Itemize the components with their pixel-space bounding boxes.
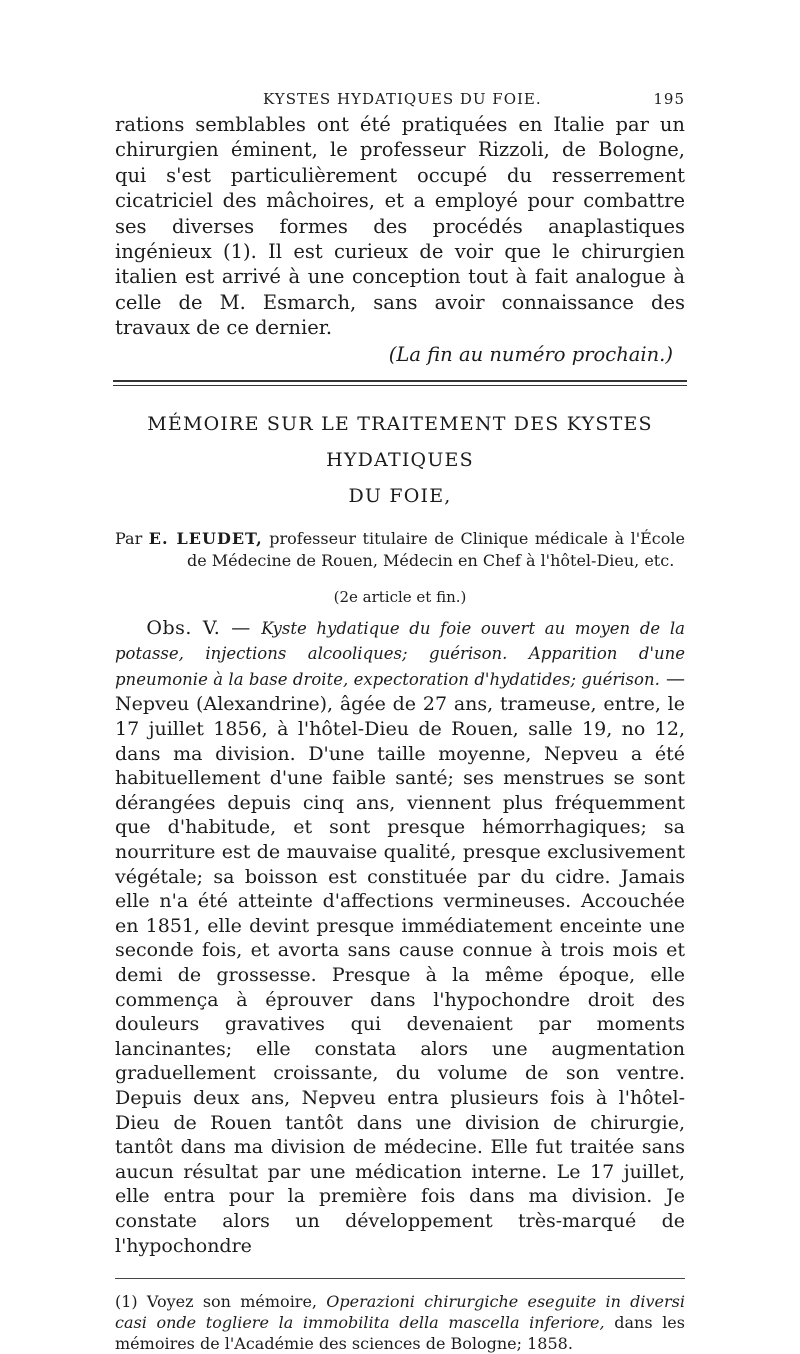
footnote-divider xyxy=(115,1278,685,1279)
running-title: KYSTES HYDATIQUES DU FOIE. xyxy=(263,90,542,108)
observation-title: Kyste hydatique du foie ouvert au moyen de la potasse, injections alcooliques; guérison. Apparition d'une pneumonie à la base droite, expectoration d'hydatides; guérison. xyxy=(115,618,685,689)
footnote-work-title: Operazioni chirurgiche eseguite in diversi casi onde togliere la immobilita della mascella inferiore, xyxy=(115,1292,685,1333)
byline-prefix: Par xyxy=(115,528,143,548)
part-note: (2e article et fin.) xyxy=(333,587,467,606)
section-divider xyxy=(113,380,687,386)
footnote-suffix: dans les mémoires de l'Académie des sciences de Bologne; 1858. xyxy=(115,1313,685,1354)
page-number: 195 xyxy=(653,90,685,108)
running-head xyxy=(115,90,685,108)
page xyxy=(115,90,685,1354)
observation-label: Obs. V. — xyxy=(146,616,251,639)
continued-text-block xyxy=(115,112,685,341)
article-title-line1: MÉMOIRE SUR LE TRAITEMENT DES KYSTES HYDATIQUES xyxy=(147,412,653,471)
author-affiliation: professeur titulaire de Clinique médicale à l'École de Médecine de Rouen, Médecin en Chef à l'hôtel-Dieu, etc. xyxy=(187,528,685,570)
observation-paragraph xyxy=(115,616,685,1258)
continued-paragraph: rations semblables ont été pratiquées en Italie par un chirurgien éminent, le professeur Rizzoli, de Bologne, qui s'est particulièrement occupé du resserrement cicatriciel des mâchoires, et a employé pour combattre ses diverses formes des procédés anaplastiques ingénieux (1). Il est curieux de voir que le chirurgien italien est arrivé à une conception tout à fait analogue à celle de M. Esmarch, sans avoir connaissance des travaux de ce dernier. xyxy=(115,113,685,340)
continuation-note: (La fin au numéro prochain.) xyxy=(388,342,673,366)
footnote-prefix: (1) Voyez son mémoire, xyxy=(115,1292,318,1312)
footnote xyxy=(115,1291,685,1354)
article-title-line2: DU FOIE, xyxy=(348,484,452,507)
byline xyxy=(115,528,685,572)
author-name: E. LEUDET, xyxy=(148,528,263,548)
observation-text: — Nepveu (Alexandrine), âgée de 27 ans, trameuse, entre, le 17 juillet 1856, à l'hôtel-Dieu de Rouen, salle 19, no 12, dans ma division. D'une taille moyenne, Nepveu a été habituellement d'une faible santé; ses menstrues se sont dérangées depuis cinq ans, viennent plus fréquemment que d'habitude, et sont presque hémorrhagiques; sa nourriture est de mauvaise qualité, presque exclusivement végétale; sa boisson est constituée par du cidre. Jamais elle n'a été atteinte d'affections vermineuses. Accouchée en 1851, elle devint presque immédiatement enceinte une seconde fois, et avorta sans cause connue à trois mois et demi de grossesse. Presque à la même époque, elle commença à éprouver dans l'hypochondre droit des douleurs gravatives qui devenaient par moments lancinantes; elle constata alors une augmentation graduellement croissante, du volume de son ventre. Depuis deux ans, Nepveu entra plusieurs fois à l'hôtel-Dieu de Rouen tantôt dans une division de chirurgie, tantôt dans ma division de médecine. Elle fut traitée sans aucun résultat par une médication interne. Le 17 juillet, elle entra pour la première fois dans ma division. Je constate alors un développement très-marqué de l'hypochondre xyxy=(115,667,685,1257)
